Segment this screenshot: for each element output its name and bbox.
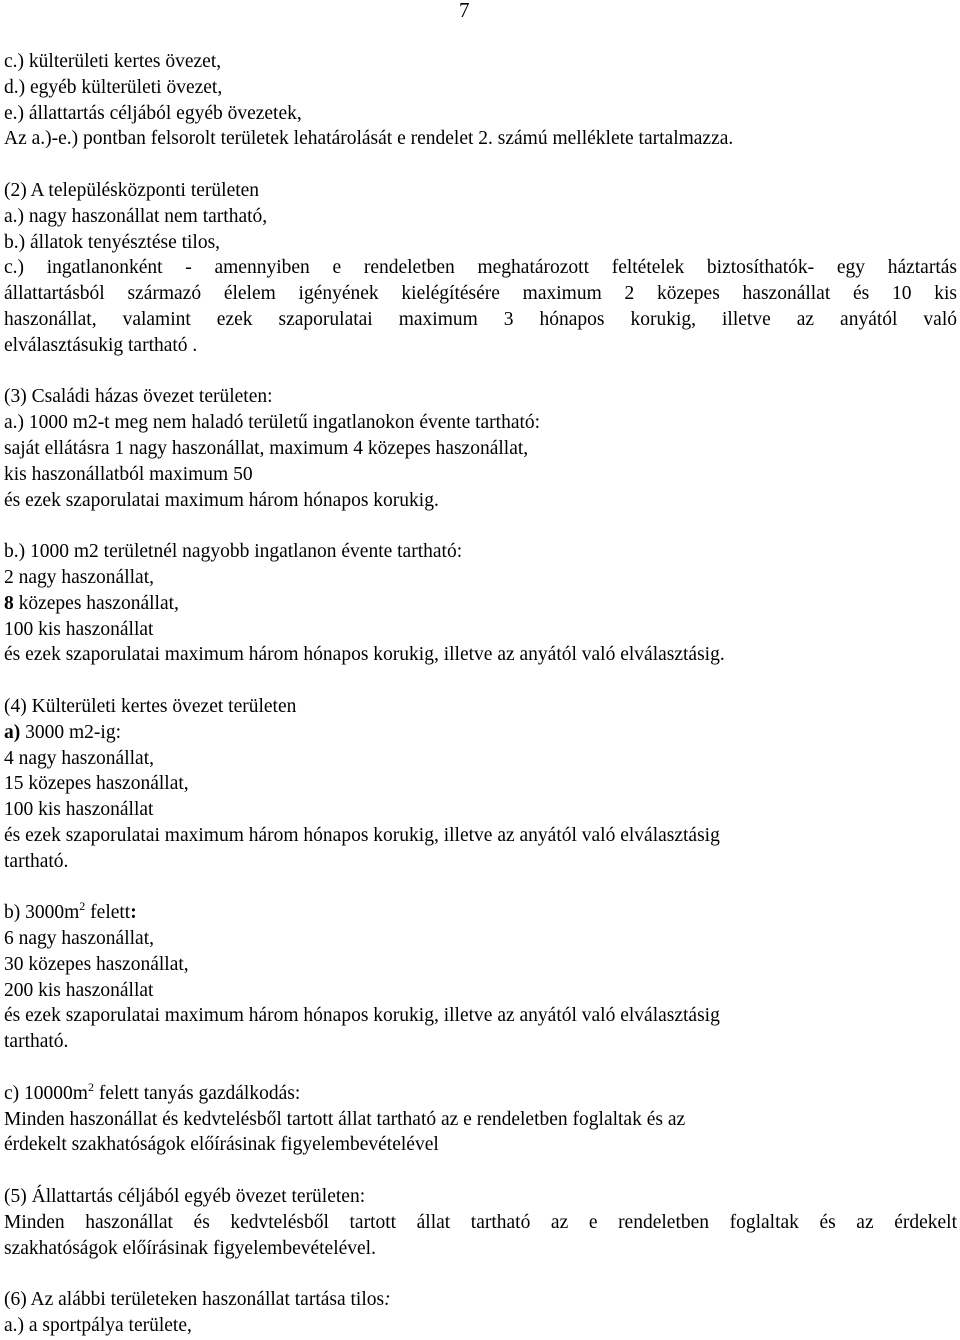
section-3-b-line3-text: közepes haszonállat, xyxy=(13,592,179,614)
list-item-e: e.) állattartás céljából egyéb övezetek, xyxy=(4,102,302,124)
section-3-b-line3 xyxy=(4,591,957,617)
section-5-line1: Minden haszonállat és kedvtelésből tartott állat tartható az e rendeletben foglaltak és az érdekelt xyxy=(4,1211,957,1233)
section-4-a-line6: tartható. xyxy=(4,850,69,872)
italic-colon: : xyxy=(384,1289,391,1311)
section-4-c-line1 xyxy=(4,1081,957,1107)
bold-colon: : xyxy=(130,902,137,924)
section-3-a-line1: a.) 1000 m2-t meg nem haladó területű ingatlanokon évente tartható: xyxy=(4,412,541,434)
section-2-item-c-line2: állattartásból származó élelem igényének kielégítésére maximum 2 közepes haszonállat és 10 kis xyxy=(4,283,957,305)
section-2-item-b: b.) állatok tenyésztése tilos, xyxy=(4,231,221,253)
section-4-b-line4: 200 kis haszonállat xyxy=(4,979,154,1001)
section-4-c-pre: c) 10000m xyxy=(4,1082,88,1104)
section-6-heading xyxy=(4,1287,957,1313)
section-4-b-line2: 6 nagy haszonállat, xyxy=(4,928,154,950)
section-2-item-c-line4: elválasztásukig tartható . xyxy=(4,334,198,356)
section-4-b-line1 xyxy=(4,900,957,926)
section-4-a-line2: 4 nagy haszonállat, xyxy=(4,747,154,769)
list-item-c: c.) külterületi kertes övezet, xyxy=(4,51,222,72)
bold-count: 8 xyxy=(4,592,14,614)
section-3-heading: (3) Családi házas övezet területen: xyxy=(4,386,273,408)
section-4-c-line2: Minden haszonállat és kedvtelésből tartott állat tartható az e rendeletben foglaltak és az xyxy=(4,1108,686,1130)
section-2-item-a: a.) nagy haszonállat nem tartható, xyxy=(4,205,268,227)
section-3-b-line5: és ezek szaporulatai maximum három hónapos korukig, illetve az anyától való elválasztásig. xyxy=(4,644,725,666)
section-4-heading: (4) Külterületi kertes övezet területen xyxy=(4,695,297,717)
section-3-a-line4: és ezek szaporulatai maximum három hónapos korukig. xyxy=(4,489,439,511)
section-4-a-line3: 15 közepes haszonállat, xyxy=(4,773,189,795)
bold-label-a: a) xyxy=(4,721,21,743)
section-3-b-line4: 100 kis haszonállat xyxy=(4,618,154,640)
section-4-b-line6: tartható. xyxy=(4,1031,69,1053)
list-item-d: d.) egyéb külterületi övezet, xyxy=(4,76,223,98)
section-6-item-a: a.) a sportpálya területe, xyxy=(4,1315,192,1337)
section-4-a-line5: és ezek szaporulatai maximum három hónapos korukig, illetve az anyától való elválasztásig xyxy=(4,824,720,846)
section-3-a-line2: saját ellátásra 1 nagy haszonállat, maximum 4 közepes haszonállat, xyxy=(4,437,529,459)
section-5-line2: szakhatóságok előírásinak figyelembevételével. xyxy=(4,1237,376,1259)
section-4-a-line1-text: 3000 m2-ig: xyxy=(20,721,121,743)
superscript: 2 xyxy=(87,1079,94,1094)
section-6-heading-text: (6) Az alábbi területeken haszonállat tartása tilos xyxy=(4,1289,385,1311)
section-5-heading: (5) Állattartás céljából egyéb övezet területen: xyxy=(4,1186,366,1208)
section-3-b-line2: 2 nagy haszonállat, xyxy=(4,566,154,588)
section-4-c-line3: érdekelt szakhatóságok előírásinak figyelembevételével xyxy=(4,1134,439,1156)
section-4-b-post: felett xyxy=(85,902,131,924)
section-4-a-line4: 100 kis haszonállat xyxy=(4,799,154,821)
section-3-b-line1: b.) 1000 m2 területnél nagyobb ingatlanon évente tartható: xyxy=(4,541,463,563)
annex-reference: Az a.)-e.) pontban felsorolt területek lehatárolását e rendelet 2. számú melléklete tartalmazza. xyxy=(4,128,734,150)
section-2-item-c-line3: haszonállat, valamint ezek szaporulatai maximum 3 hónapos korukig, illetve az anyától való xyxy=(4,308,957,330)
page-number: 7 xyxy=(459,0,470,22)
section-3-a-line3: kis haszonállatból maximum 50 xyxy=(4,463,253,485)
section-4-b-line3: 30 közepes haszonállat, xyxy=(4,953,189,975)
section-2-item-c-line1: c.) ingatlanonként - amennyiben e rendeletben meghatározott feltételek biztosíthatók- egy háztartás xyxy=(4,257,957,279)
section-4-c-post: felett tanyás gazdálkodás: xyxy=(93,1082,301,1104)
section-4-a-line1 xyxy=(4,720,957,746)
superscript: 2 xyxy=(79,899,86,914)
section-4-b-pre: b) 3000m xyxy=(4,902,80,924)
document-body xyxy=(4,49,957,1339)
section-2-heading: (2) A településközponti területen xyxy=(4,179,260,201)
section-4-b-line5: és ezek szaporulatai maximum három hónapos korukig, illetve az anyától való elválasztásig xyxy=(4,1005,720,1027)
